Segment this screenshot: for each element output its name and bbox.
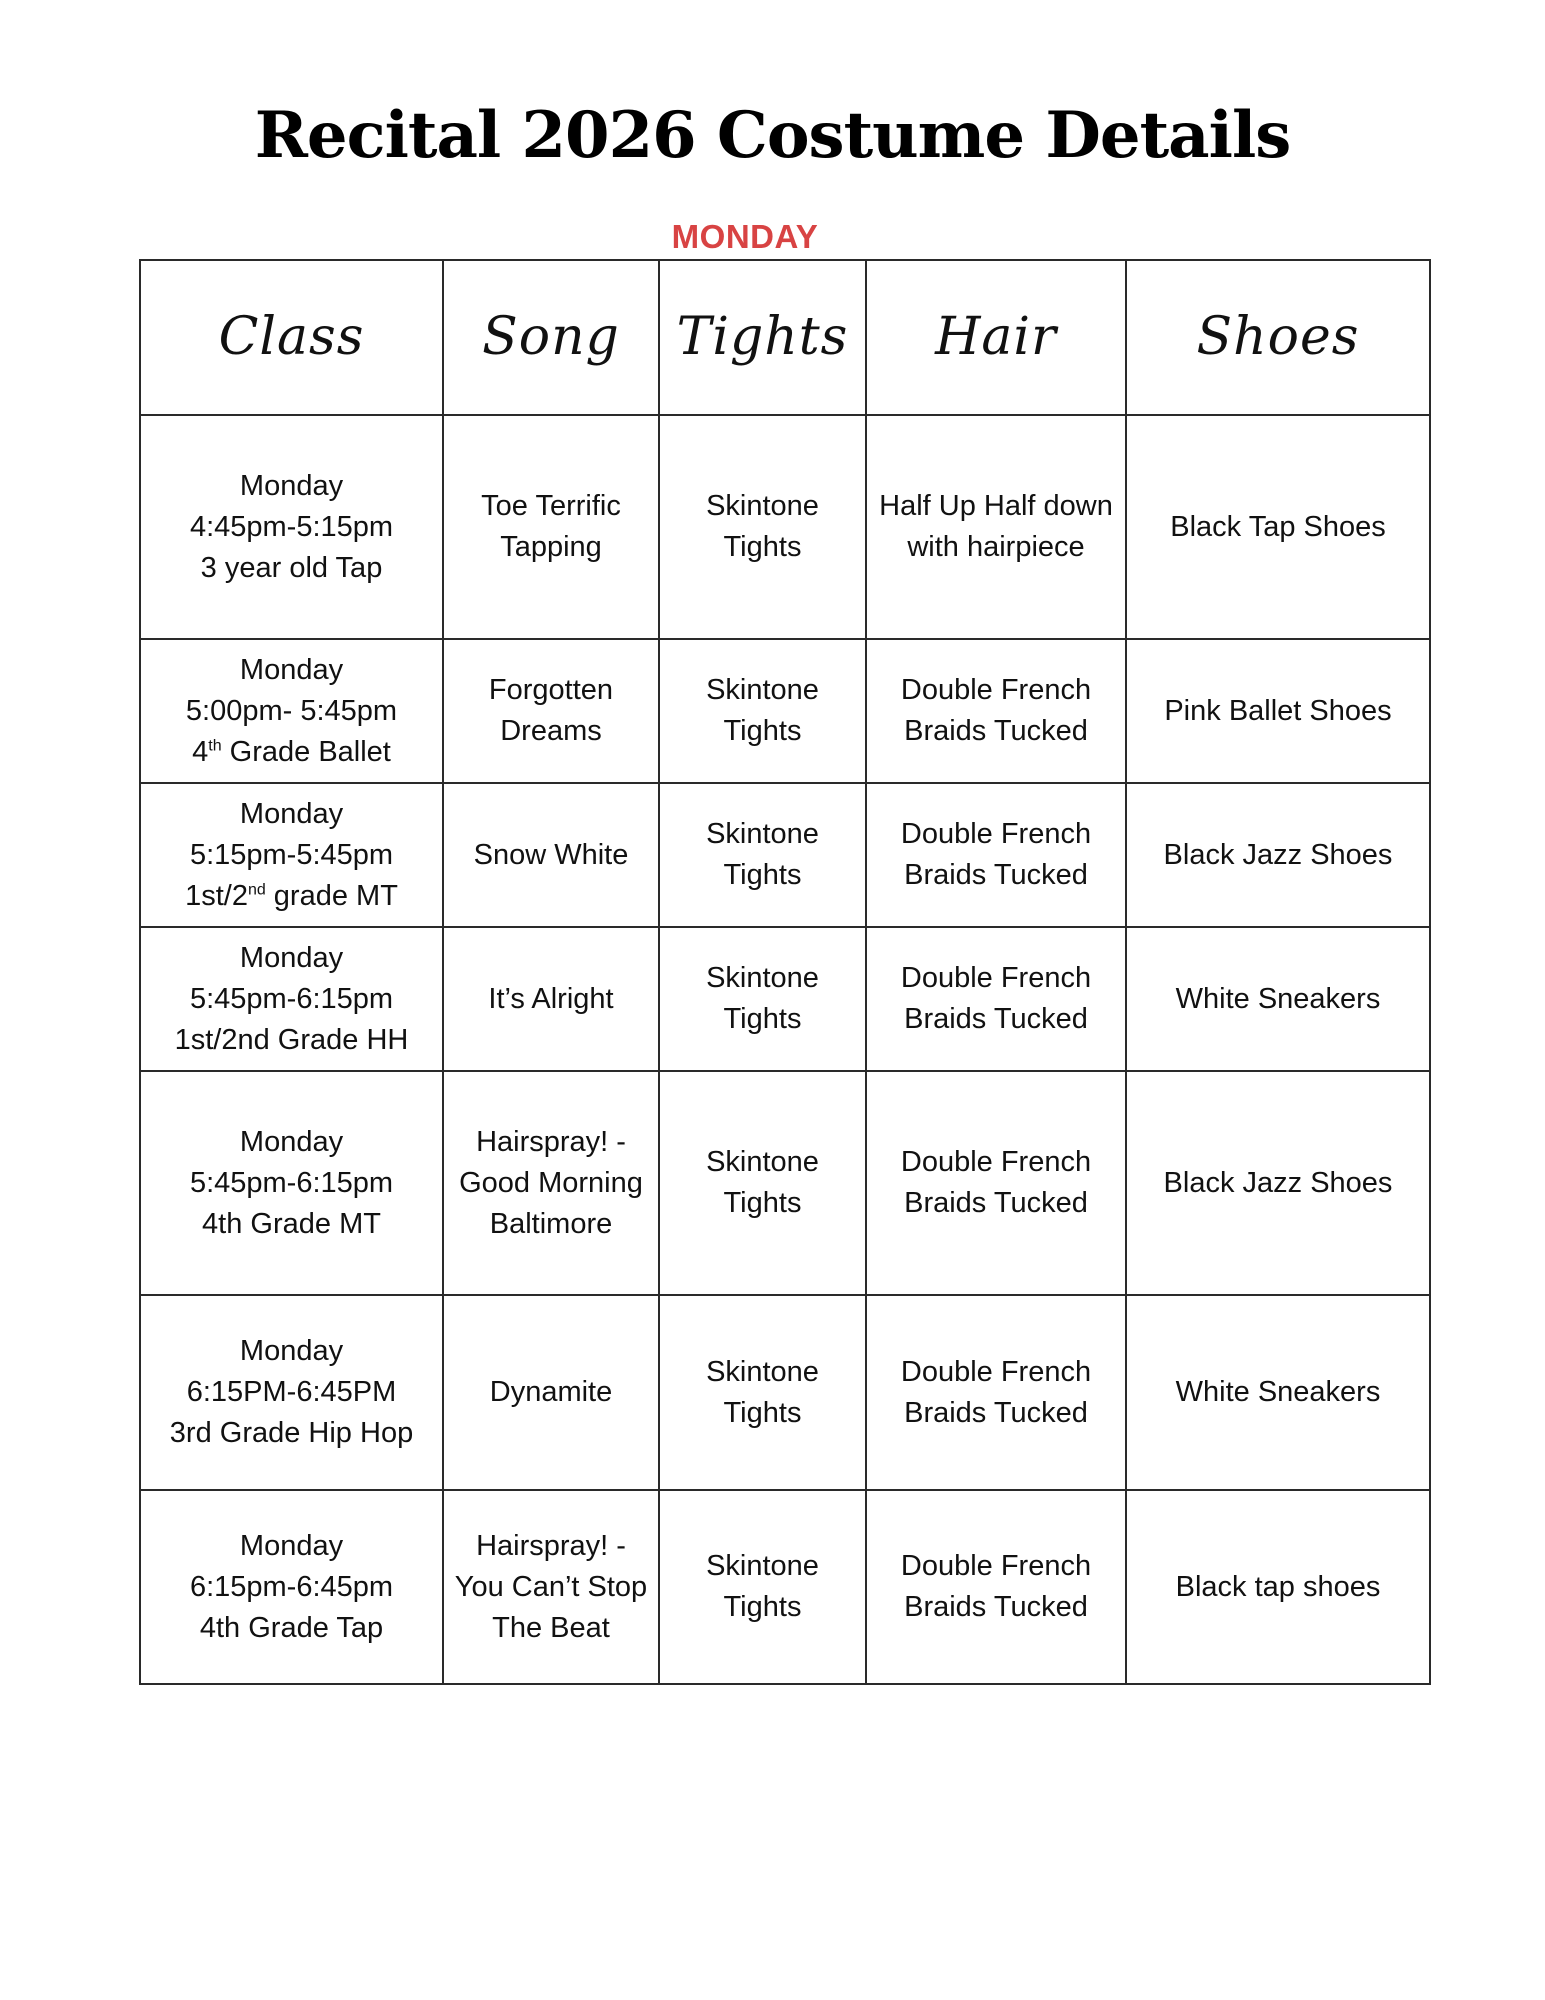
costume-table <box>139 259 1431 1685</box>
song-cell <box>443 415 659 639</box>
song-line: Dynamite <box>489 1376 613 1408</box>
hair-cell <box>866 415 1126 639</box>
song-line: It’s Alright <box>488 982 614 1015</box>
class-name: 4th Grade Tap <box>199 1611 384 1644</box>
table-row <box>140 415 1430 639</box>
song-cell <box>443 783 659 927</box>
shoes-cell: Black Jazz Shoes <box>1126 783 1430 927</box>
hair-line: Braids Tucked <box>904 859 1088 891</box>
hair-line: Double French <box>900 1550 1092 1582</box>
tights-line: Skintone <box>706 674 819 706</box>
song-line: Good Morning <box>459 1166 643 1199</box>
song-line: Toe Terrific <box>481 490 621 522</box>
class-name-rest: Grade Ballet <box>221 735 391 768</box>
class-name-rest: grade MT <box>265 879 398 912</box>
table-row <box>140 783 1430 927</box>
class-name <box>147 876 436 917</box>
class-name: 3 year old Tap <box>200 551 383 584</box>
song-cell <box>443 1071 659 1295</box>
tights-line: Tights <box>723 859 802 891</box>
song-line: Tapping <box>500 531 602 563</box>
hair-cell <box>866 783 1126 927</box>
class-time: 4:45pm-5:15pm <box>189 510 394 543</box>
class-time: 6:15PM-6:45PM <box>186 1376 397 1408</box>
shoes-cell: Black Jazz Shoes <box>1126 1071 1430 1295</box>
hair-line: with hairpiece <box>907 531 1085 563</box>
song-cell <box>443 927 659 1071</box>
header-class: Class <box>140 260 443 415</box>
class-time: 6:15pm-6:45pm <box>189 1570 394 1603</box>
class-name: 4th Grade MT <box>202 1207 381 1240</box>
class-name-num: 4 <box>192 735 209 768</box>
tights-cell <box>659 783 866 927</box>
song-line: Snow White <box>473 838 629 871</box>
song-line: The Beat <box>492 1611 610 1644</box>
tights-line: Skintone <box>706 1355 819 1388</box>
hair-line: Braids Tucked <box>904 1396 1088 1429</box>
tights-line: Skintone <box>706 490 819 522</box>
hair-line: Double French <box>900 962 1092 994</box>
class-cell <box>140 415 443 639</box>
class-cell <box>140 1295 443 1490</box>
class-name-sup: nd <box>247 880 266 898</box>
song-line: Hairspray! - <box>476 1529 626 1562</box>
class-day: Monday <box>239 797 344 830</box>
class-cell <box>140 1071 443 1295</box>
table-row <box>140 639 1430 783</box>
class-day: Monday <box>239 469 344 502</box>
tights-line: Tights <box>723 531 802 563</box>
header-song: Song <box>443 260 659 415</box>
song-line: Dreams <box>500 715 602 747</box>
hair-cell <box>866 927 1126 1071</box>
class-time: 5:45pm-6:15pm <box>189 1166 394 1199</box>
class-day: Monday <box>239 1125 344 1158</box>
shoes-cell: White Sneakers <box>1126 927 1430 1071</box>
tights-cell <box>659 639 866 783</box>
song-cell <box>443 1490 659 1684</box>
header-shoes: Shoes <box>1126 260 1430 415</box>
tights-cell <box>659 1295 866 1490</box>
class-cell <box>140 1490 443 1684</box>
header-tights: Tights <box>659 260 866 415</box>
hair-line: Double French <box>900 674 1092 706</box>
hair-line: Double French <box>900 1355 1092 1388</box>
hair-cell <box>866 1071 1126 1295</box>
header-hair: Hair <box>866 260 1126 415</box>
tights-line: Tights <box>723 1187 802 1219</box>
tights-line: Tights <box>723 1591 802 1623</box>
class-day: Monday <box>239 1335 344 1367</box>
song-line: Baltimore <box>489 1207 613 1240</box>
tights-line: Tights <box>723 1396 802 1429</box>
song-line: Hairspray! - <box>476 1125 626 1158</box>
class-time: 5:45pm-6:15pm <box>189 982 394 1015</box>
tights-cell <box>659 927 866 1071</box>
hair-cell <box>866 1490 1126 1684</box>
shoes-cell: White Sneakers <box>1126 1295 1430 1490</box>
song-line: You Can’t Stop <box>454 1570 648 1603</box>
tights-line: Tights <box>723 1003 802 1035</box>
shoes-cell: Pink Ballet Shoes <box>1126 639 1430 783</box>
tights-line: Skintone <box>706 818 819 850</box>
day-label: MONDAY <box>671 218 819 255</box>
table-row <box>140 1490 1430 1684</box>
class-name: 3rd Grade Hip Hop <box>169 1417 414 1449</box>
hair-line: Braids Tucked <box>904 1003 1088 1035</box>
shoes-cell: Black Tap Shoes <box>1126 415 1430 639</box>
tights-line: Skintone <box>706 962 819 994</box>
table-row <box>140 927 1430 1071</box>
page-title: Recital 2026 Costume Details <box>254 98 1291 173</box>
class-day: Monday <box>239 653 344 686</box>
table-row <box>140 1071 1430 1295</box>
class-cell <box>140 639 443 783</box>
hair-line: Braids Tucked <box>904 715 1088 747</box>
class-day: Monday <box>239 941 344 974</box>
tights-cell <box>659 1490 866 1684</box>
hair-cell <box>866 639 1126 783</box>
class-time: 5:00pm- 5:45pm <box>185 694 398 727</box>
hair-line: Half Up Half down <box>879 490 1113 522</box>
hair-cell <box>866 1295 1126 1490</box>
class-cell <box>140 783 443 927</box>
class-cell <box>140 927 443 1071</box>
shoes-cell: Black tap shoes <box>1126 1490 1430 1684</box>
class-time: 5:15pm-5:45pm <box>189 838 394 871</box>
class-name-sup: th <box>208 736 222 754</box>
hair-line: Braids Tucked <box>904 1187 1088 1219</box>
class-name: 1st/2nd Grade HH <box>174 1023 409 1056</box>
hair-line: Double French <box>900 1146 1092 1178</box>
tights-line: Skintone <box>706 1550 819 1582</box>
tights-line: Skintone <box>706 1146 819 1178</box>
table-row <box>140 1295 1430 1490</box>
song-line: Forgotten <box>488 674 614 706</box>
song-cell <box>443 639 659 783</box>
class-day: Monday <box>239 1529 344 1562</box>
tights-cell <box>659 415 866 639</box>
class-name-num: 1st/2 <box>185 879 248 912</box>
header-row <box>140 260 1430 415</box>
song-cell <box>443 1295 659 1490</box>
tights-line: Tights <box>723 715 802 747</box>
tights-cell <box>659 1071 866 1295</box>
hair-line: Double French <box>900 818 1092 850</box>
class-name <box>147 732 436 773</box>
hair-line: Braids Tucked <box>904 1591 1088 1623</box>
